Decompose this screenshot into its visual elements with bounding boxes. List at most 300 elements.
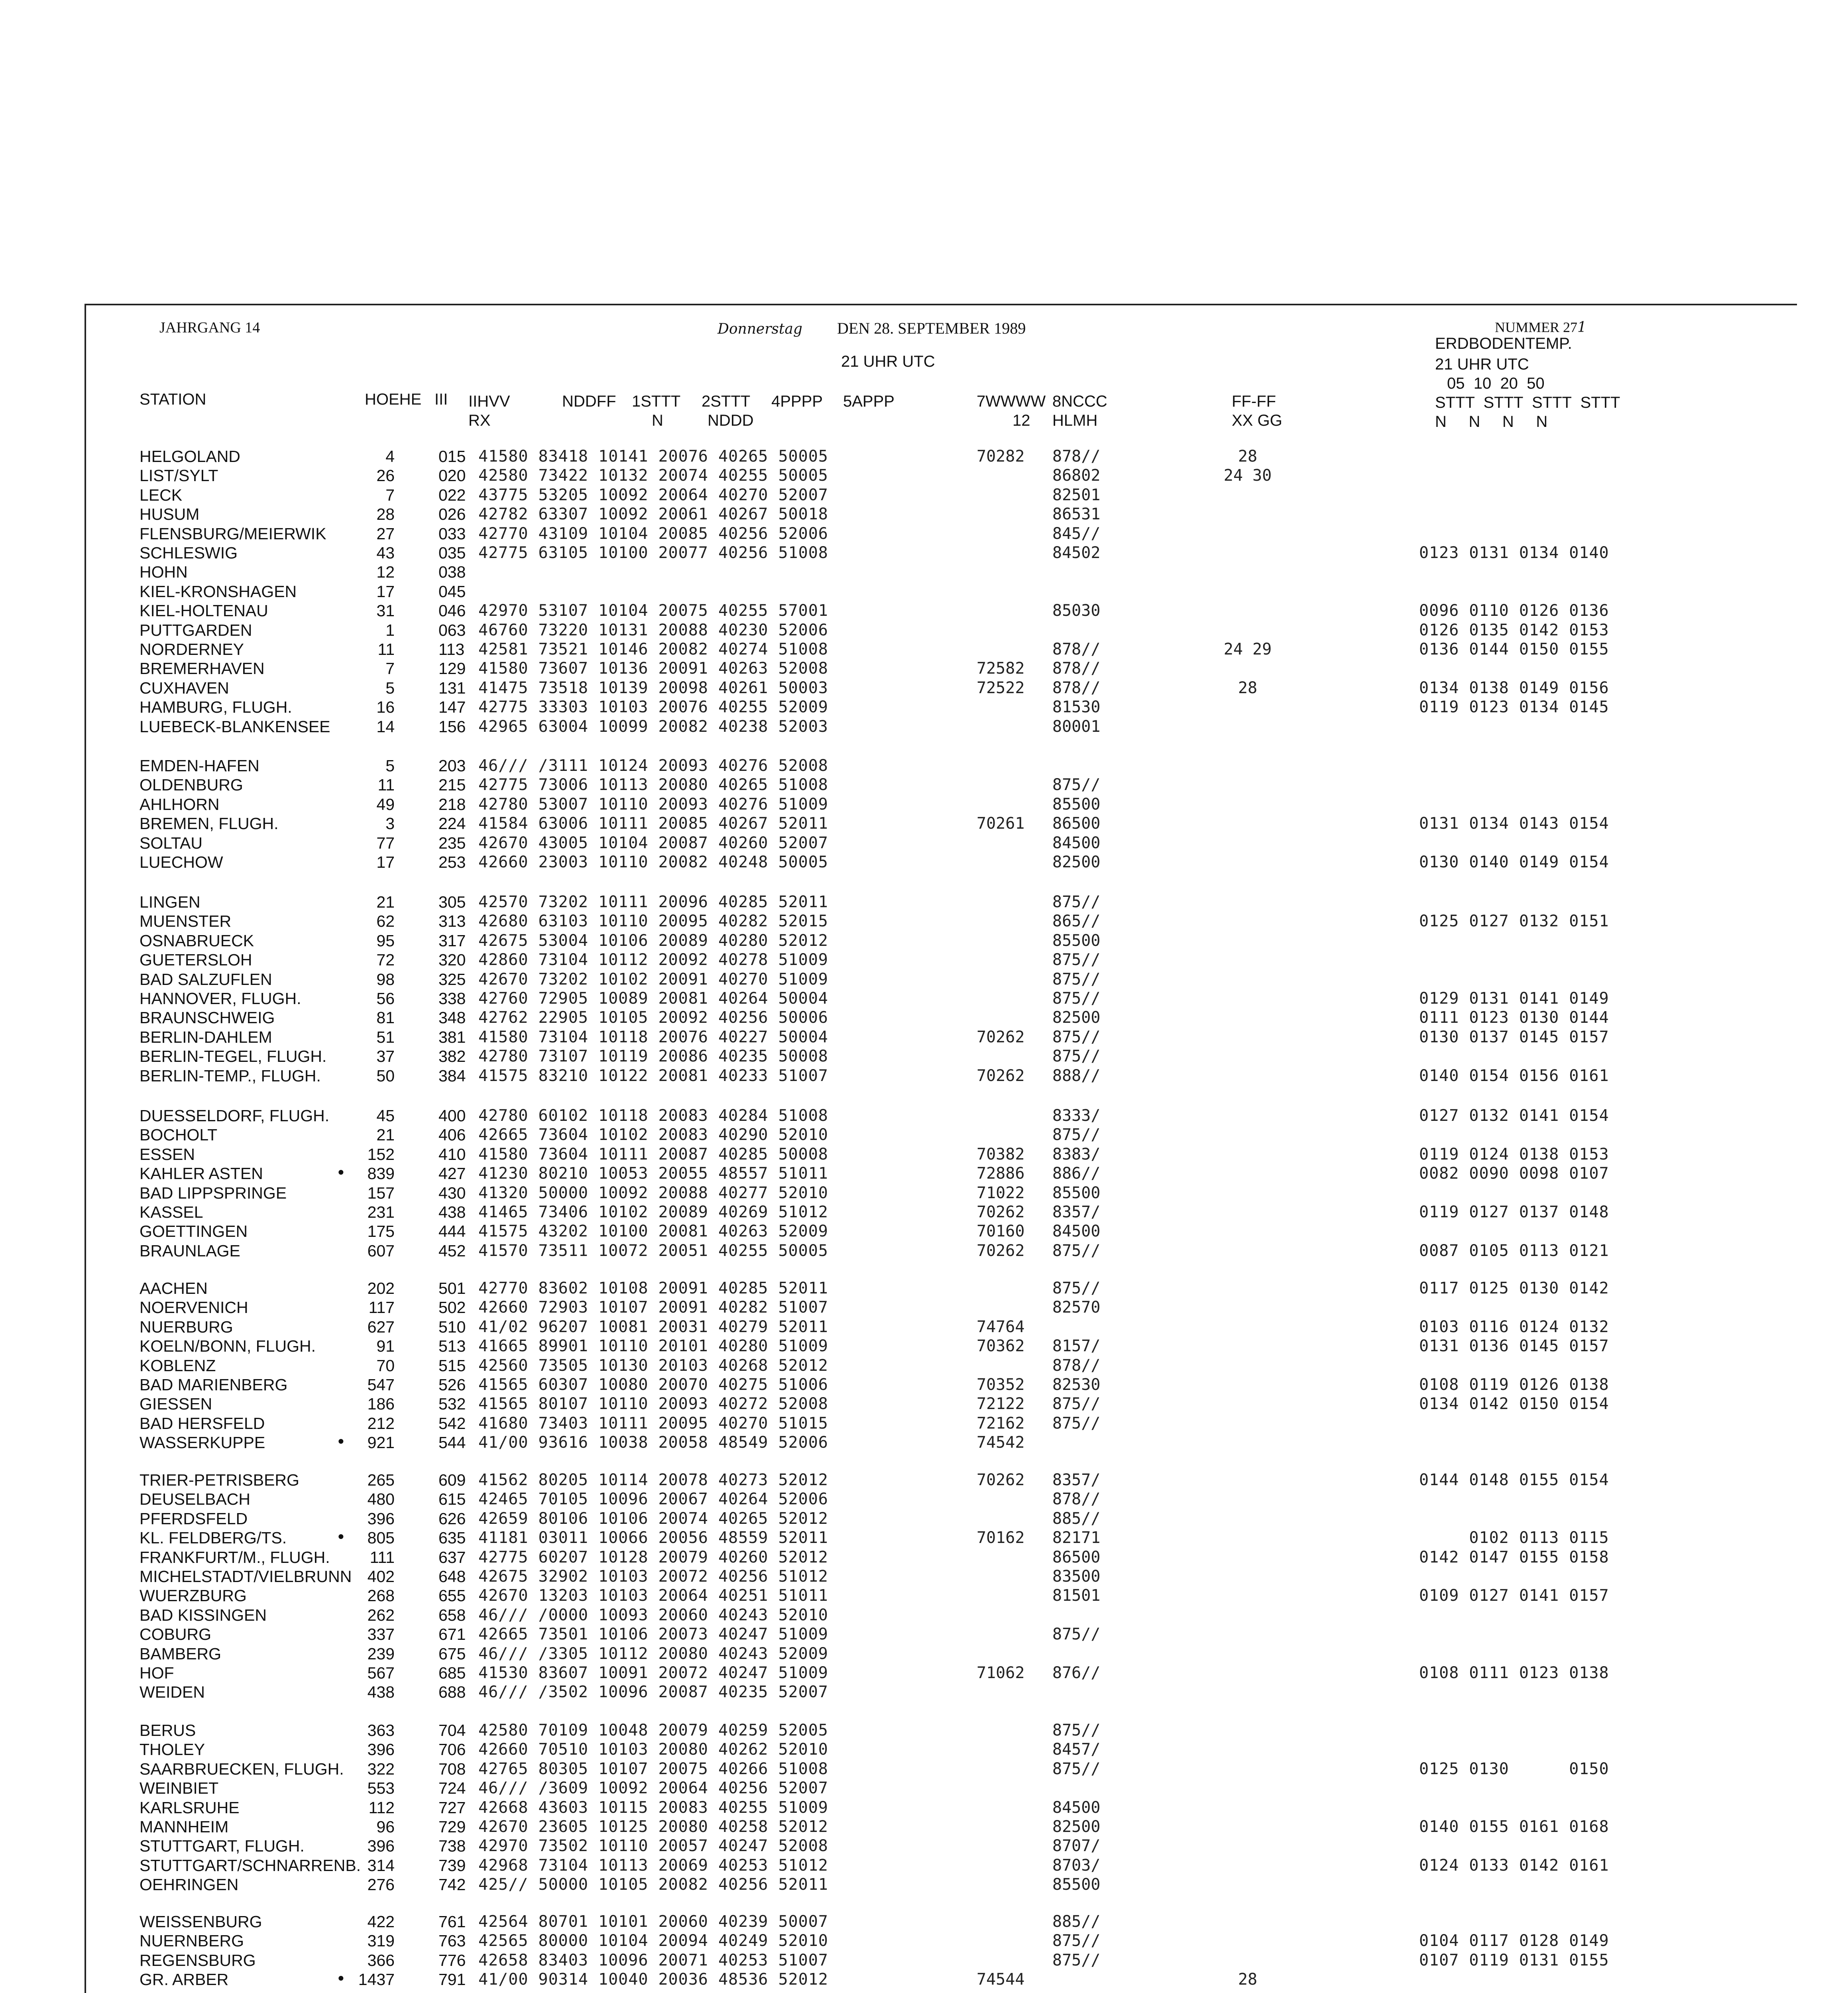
station-hoehe: 366	[367, 1951, 395, 1969]
synop-groups: 42675 53004 10106 20089 40280 52012	[478, 932, 828, 950]
station-hoehe: 91	[376, 1337, 395, 1355]
cloud-group: 875//	[1052, 1242, 1101, 1260]
synop-groups: 42970 53107 10104 20075 40255 57001	[478, 601, 828, 620]
jahrgang: JAHRGANG 14	[159, 319, 260, 336]
station-name: MUENSTER	[140, 912, 232, 930]
soil-temperatures: 0129 0131 0141 0149	[1419, 989, 1609, 1008]
station-number: 729	[438, 1818, 466, 1836]
cloud-group: 81501	[1052, 1586, 1101, 1605]
station-number: 727	[438, 1798, 466, 1817]
station-number: 253	[438, 853, 466, 871]
station-name: BRAUNSCHWEIG	[140, 1008, 275, 1027]
station-name: WEINBIET	[140, 1779, 219, 1797]
synop-groups: 42665 73604 10102 20083 40290 52010	[478, 1126, 828, 1144]
station-hoehe: 111	[370, 1548, 395, 1566]
station-hoehe: 152	[367, 1145, 395, 1164]
station-hoehe: 422	[367, 1912, 395, 1931]
station-number: 338	[438, 989, 466, 1008]
station-hoehe: 337	[367, 1625, 395, 1643]
synop-groups: 42762 22905 10105 20092 40256 50006	[478, 1008, 828, 1027]
cloud-group: 86531	[1052, 505, 1101, 523]
synop-groups: 42970 73502 10110 20057 40247 52008	[478, 1837, 828, 1855]
soil-temperatures: 0126 0135 0142 0153	[1419, 621, 1609, 639]
station-hoehe: 1	[385, 621, 395, 639]
station-name: BERLIN-TEGEL, FLUGH.	[140, 1047, 327, 1065]
station-hoehe: 202	[367, 1279, 395, 1297]
wind-group: 28	[1238, 447, 1258, 466]
station-hoehe: 212	[367, 1414, 395, 1433]
station-name: TRIER-PETRISBERG	[140, 1471, 299, 1489]
cloud-group: 85500	[1052, 795, 1101, 814]
weather-group: 70282	[977, 447, 1025, 466]
cloud-group: 82570	[1052, 1298, 1101, 1317]
soil-temperatures: 0142 0147 0155 0158	[1419, 1548, 1609, 1566]
station-hoehe: 95	[376, 932, 395, 950]
station-name: KARLSRUHE	[140, 1798, 240, 1817]
soil-temperatures: 0130 0140 0149 0154	[1419, 853, 1609, 871]
station-name: HANNOVER, FLUGH.	[140, 989, 301, 1008]
station-hoehe: 314	[367, 1856, 395, 1875]
synop-groups: 43775 53205 10092 20064 40270 52007	[478, 486, 828, 504]
station-name: OEHRINGEN	[140, 1875, 239, 1894]
station-number: 015	[438, 447, 466, 466]
station-number: 708	[438, 1760, 466, 1778]
station-number: 147	[438, 698, 466, 716]
synop-groups: 42668 43603 10115 20083 40255 51009	[478, 1798, 828, 1817]
station-number: 738	[438, 1837, 466, 1855]
station-hoehe: 7	[385, 486, 395, 504]
weather-group: 70262	[977, 1067, 1025, 1085]
weather-group: 74542	[977, 1433, 1025, 1452]
erdboden-n-header: N N N N	[1435, 413, 1548, 430]
soil-temperatures: 0107 0119 0131 0155	[1419, 1951, 1609, 1969]
station-number: 532	[438, 1395, 466, 1413]
station-hoehe: 81	[376, 1008, 395, 1027]
station-hoehe: 31	[376, 601, 395, 620]
station-hoehe: 5	[385, 757, 395, 775]
station-hoehe: 396	[367, 1837, 395, 1855]
station-number: 675	[438, 1645, 466, 1663]
station-hoehe: 319	[367, 1932, 395, 1950]
soil-temperatures: 0111 0123 0130 0144	[1419, 1008, 1609, 1027]
station-number: 671	[438, 1625, 466, 1643]
station-number: 129	[438, 659, 466, 678]
station-hoehe: 117	[368, 1298, 395, 1317]
cloud-group: 885//	[1052, 1509, 1101, 1528]
weather-group: 72122	[977, 1395, 1025, 1413]
cloud-group: 878//	[1052, 1490, 1101, 1508]
station-name: GIESSEN	[140, 1395, 212, 1413]
soil-temperatures: 0109 0127 0141 0157	[1419, 1586, 1609, 1605]
synop-groups: 46/// /3502 10096 20087 40235 52007	[478, 1683, 828, 1701]
soil-temperatures: 0087 0105 0113 0121	[1419, 1242, 1609, 1260]
col-rx: RX	[468, 412, 491, 429]
cloud-group: 875//	[1052, 893, 1101, 911]
synop-groups: 41230 80210 10053 20055 48557 51011	[478, 1164, 828, 1183]
soil-temperatures: 0144 0148 0155 0154	[1419, 1471, 1609, 1489]
station-hoehe: 49	[376, 795, 395, 814]
synop-groups: 41580 73607 10136 20091 40263 52008	[478, 659, 828, 678]
station-hoehe: 14	[376, 717, 395, 736]
cloud-group: 878//	[1052, 679, 1101, 697]
synop-groups: 41584 63006 10111 20085 40267 52011	[478, 814, 828, 833]
station-number: 648	[438, 1567, 466, 1586]
synop-groups: 46/// /0000 10093 20060 40243 52010	[478, 1606, 828, 1624]
synop-groups: 42860 73104 10112 20092 40278 51009	[478, 951, 828, 969]
station-name: KIEL-KRONSHAGEN	[140, 582, 297, 601]
synop-groups: 41562 80205 10114 20078 40273 52012	[478, 1471, 828, 1489]
station-name: NORDERNEY	[140, 640, 244, 658]
station-hoehe: 262	[367, 1606, 395, 1624]
soil-temperatures: 0134 0142 0150 0154	[1419, 1395, 1609, 1413]
soil-temperatures: 0130 0137 0145 0157	[1419, 1028, 1609, 1046]
station-hoehe: 21	[376, 1126, 395, 1144]
station-number: 156	[438, 717, 466, 736]
cloud-group: 878//	[1052, 447, 1101, 466]
cloud-group: 878//	[1052, 640, 1101, 658]
station-hoehe: 37	[376, 1047, 395, 1065]
station-name: HAMBURG, FLUGH.	[140, 698, 292, 716]
cloud-group: 86500	[1052, 814, 1101, 833]
station-number: 763	[438, 1932, 466, 1950]
cloud-group: 8703/	[1052, 1856, 1101, 1875]
station-hoehe: 28	[376, 505, 395, 523]
station-name: WEIDEN	[140, 1683, 205, 1701]
synop-groups: 42660 72903 10107 20091 40282 51007	[478, 1298, 828, 1317]
station-hoehe: 265	[367, 1471, 395, 1489]
erdboden-time: 21 UHR UTC	[1435, 356, 1529, 373]
station-name: OLDENBURG	[140, 776, 243, 794]
station-name: WEISSENBURG	[140, 1912, 262, 1931]
station-number: 203	[438, 757, 466, 775]
station-name: BAD SALZUFLEN	[140, 970, 272, 989]
synop-groups: 46/// /3305 10112 20080 40243 52009	[478, 1645, 828, 1663]
soil-temperatures: 0134 0138 0149 0156	[1419, 679, 1609, 697]
cloud-group: 82500	[1052, 1008, 1101, 1027]
cloud-group: 81530	[1052, 698, 1101, 716]
synop-groups: 41/02 96207 10081 20031 40279 52011	[478, 1318, 828, 1336]
station-name: LUEBECK-BLANKENSEE	[140, 717, 330, 736]
soil-temperatures: 0108 0111 0123 0138	[1419, 1664, 1609, 1682]
col-ff-sub: XX GG	[1232, 412, 1282, 429]
synop-groups: 41/00 93616 10038 20058 48549 52006	[478, 1433, 828, 1452]
station-name: KIEL-HOLTENAU	[140, 601, 268, 620]
station-name: WUERZBURG	[140, 1586, 247, 1605]
soil-temperatures: 0125 0127 0132 0151	[1419, 912, 1609, 930]
station-number: 381	[438, 1028, 466, 1046]
station-number: 761	[438, 1912, 466, 1931]
cloud-group: 84502	[1052, 544, 1101, 562]
station-hoehe: 547	[367, 1376, 395, 1394]
synop-groups: 41465 73406 10102 20089 40269 51012	[478, 1203, 828, 1221]
soil-temperatures: 0131 0136 0145 0157	[1419, 1337, 1609, 1355]
col-hoehe: HOEHE	[365, 391, 422, 408]
synop-groups: 41580 83418 10141 20076 40265 50005	[478, 447, 828, 466]
station-hoehe: 175	[367, 1222, 395, 1240]
station-name: NUERNBERG	[140, 1932, 244, 1950]
station-name: SCHLESWIG	[140, 544, 238, 562]
station-number: 776	[438, 1951, 466, 1969]
bergstation-marker: •	[338, 1527, 344, 1546]
station-name: WASSERKUPPE	[140, 1433, 265, 1452]
weather-group: 74764	[977, 1318, 1025, 1336]
station-hoehe: 4	[385, 447, 395, 466]
cloud-group: 8457/	[1052, 1740, 1101, 1759]
station-number: 706	[438, 1740, 466, 1759]
station-name: GR. ARBER	[140, 1970, 229, 1989]
weather-group: 72886	[977, 1164, 1025, 1183]
station-number: 515	[438, 1356, 466, 1375]
synop-groups: 42675 32902 10103 20072 40256 51012	[478, 1567, 828, 1586]
synop-groups: 42581 73521 10146 20082 40274 51008	[478, 640, 828, 658]
station-number: 615	[438, 1490, 466, 1508]
station-number: 022	[438, 486, 466, 504]
station-hoehe: 239	[367, 1645, 395, 1663]
synop-groups: 42782 63307 10092 20061 40267 50018	[478, 505, 828, 523]
station-name: PUTTGARDEN	[140, 621, 252, 639]
synop-groups: 41575 83210 10122 20081 40233 51007	[478, 1067, 828, 1085]
station-number: 542	[438, 1414, 466, 1433]
col-5appp: 5APPP	[843, 393, 895, 410]
cloud-group: 875//	[1052, 951, 1101, 969]
station-hoehe: 396	[367, 1509, 395, 1528]
station-hoehe: 839	[367, 1164, 395, 1183]
report-number: NUMMER 271	[1495, 319, 1587, 336]
col-ff: FF-FF	[1232, 393, 1276, 410]
station-name: REGENSBURG	[140, 1951, 256, 1969]
station-number: 026	[438, 505, 466, 523]
station-name: DEUSELBACH	[140, 1490, 250, 1508]
station-number: 501	[438, 1279, 466, 1297]
station-hoehe: 157	[367, 1184, 395, 1202]
soil-temperatures: 0125 0130 0150	[1419, 1760, 1609, 1778]
station-name: BERLIN-DAHLEM	[140, 1028, 272, 1046]
synop-groups: 42580 73422 10132 20074 40255 50005	[478, 466, 828, 485]
weather-group: 70262	[977, 1242, 1025, 1260]
station-hoehe: 96	[376, 1818, 395, 1836]
station-number: 444	[438, 1222, 466, 1240]
col-2sttt-sub: NDDD	[708, 412, 754, 429]
soil-temperatures: 0136 0144 0150 0155	[1419, 640, 1609, 658]
synop-groups: 41565 80107 10110 20093 40272 52008	[478, 1395, 828, 1413]
synop-groups: 41680 73403 10111 20095 40270 51015	[478, 1414, 828, 1433]
weather-group: 70262	[977, 1028, 1025, 1046]
cloud-group: 86802	[1052, 466, 1101, 485]
cloud-group: 82530	[1052, 1376, 1101, 1394]
weather-group: 70362	[977, 1337, 1025, 1355]
soil-temperatures: 0102 0113 0115	[1419, 1529, 1609, 1547]
station-hoehe: 56	[376, 989, 395, 1008]
station-name: BAD HERSFELD	[140, 1414, 265, 1433]
station-name: BAD KISSINGEN	[140, 1606, 267, 1624]
col-iihvv: IIHVV	[468, 393, 510, 410]
cloud-group: 865//	[1052, 912, 1101, 930]
station-hoehe: 70	[376, 1356, 395, 1375]
wind-group: 24 29	[1223, 640, 1272, 658]
col-station: STATION	[140, 391, 206, 408]
cloud-group: 875//	[1052, 1279, 1101, 1297]
cloud-group: 875//	[1052, 970, 1101, 989]
station-name: CUXHAVEN	[140, 679, 229, 697]
soil-temperatures: 0103 0116 0124 0132	[1419, 1318, 1609, 1336]
synop-groups: 42680 63103 10110 20095 40282 52015	[478, 912, 828, 930]
synop-groups: 42775 33303 10103 20076 40255 52009	[478, 698, 828, 716]
station-name: LECK	[140, 486, 183, 504]
erdboden-depths: 05 10 20 50	[1447, 375, 1545, 392]
cloud-group: 80001	[1052, 717, 1101, 736]
soil-temperatures: 0117 0125 0130 0142	[1419, 1279, 1609, 1297]
bergstation-marker: •	[338, 1432, 344, 1451]
synop-groups: 42965 63004 10099 20082 40238 52003	[478, 717, 828, 736]
synop-groups: 42670 73202 10102 20091 40270 51009	[478, 970, 828, 989]
col-8nccc-sub: HLMH	[1052, 412, 1098, 429]
station-number: 655	[438, 1586, 466, 1605]
station-hoehe: 363	[367, 1721, 395, 1739]
station-hoehe: 51	[376, 1028, 395, 1046]
weather-group: 70262	[977, 1203, 1025, 1221]
station-name: COBURG	[140, 1625, 211, 1643]
weather-group: 70160	[977, 1222, 1025, 1240]
weather-group: 70261	[977, 814, 1025, 833]
station-hoehe: 607	[367, 1242, 395, 1260]
station-name: NUERBURG	[140, 1318, 233, 1336]
station-hoehe: 16	[376, 698, 395, 716]
cloud-group: 84500	[1052, 1222, 1101, 1240]
cloud-group: 8383/	[1052, 1145, 1101, 1164]
station-hoehe: 26	[376, 466, 395, 485]
station-hoehe: 50	[376, 1067, 395, 1085]
cloud-group: 8157/	[1052, 1337, 1101, 1355]
station-number: 658	[438, 1606, 466, 1624]
cloud-group: 8333/	[1052, 1107, 1101, 1125]
station-number: 131	[438, 679, 466, 697]
station-name: GOETTINGEN	[140, 1222, 248, 1240]
station-name: BERLIN-TEMP., FLUGH.	[140, 1067, 321, 1085]
soil-temperatures: 0119 0127 0137 0148	[1419, 1203, 1609, 1221]
station-name: BOCHOLT	[140, 1126, 218, 1144]
station-hoehe: 17	[376, 853, 395, 871]
station-number: 438	[438, 1203, 466, 1221]
soil-temperatures: 0119 0124 0138 0153	[1419, 1145, 1609, 1164]
station-name: DUESSELDORF, FLUGH.	[140, 1107, 330, 1125]
weather-group: 70352	[977, 1376, 1025, 1394]
synop-groups: 42565 80000 10104 20094 40249 52010	[478, 1932, 828, 1950]
soil-temperatures: 0104 0117 0128 0149	[1419, 1932, 1609, 1950]
observation-time: 21 UHR UTC	[841, 353, 935, 370]
wind-group: 28	[1238, 1970, 1258, 1989]
synop-groups: 42665 73501 10106 20073 40247 51009	[478, 1625, 828, 1643]
weather-group: 70162	[977, 1529, 1025, 1547]
station-name: BREMERHAVEN	[140, 659, 265, 678]
station-name: ESSEN	[140, 1145, 195, 1164]
synop-groups: 42560 73505 10130 20103 40268 52012	[478, 1356, 828, 1375]
cloud-group: 82500	[1052, 853, 1101, 871]
station-name: OSNABRUECK	[140, 932, 254, 950]
station-hoehe: 62	[376, 912, 395, 930]
station-hoehe: 438	[367, 1683, 395, 1701]
station-number: 513	[438, 1337, 466, 1355]
station-hoehe: 21	[376, 893, 395, 911]
synop-groups: 41320 50000 10092 20088 40277 52010	[478, 1184, 828, 1202]
station-number: 382	[438, 1047, 466, 1065]
station-number: 033	[438, 525, 466, 543]
station-hoehe: 11	[377, 776, 395, 794]
station-hoehe: 45	[376, 1107, 395, 1125]
soil-temperatures: 0082 0090 0098 0107	[1419, 1164, 1609, 1183]
station-name: HOHN	[140, 563, 188, 581]
station-number: 724	[438, 1779, 466, 1797]
station-number: 400	[438, 1107, 466, 1125]
day-handwritten: Donnerstag	[718, 321, 802, 337]
station-name: GUETERSLOH	[140, 951, 252, 969]
station-number: 626	[438, 1509, 466, 1528]
cloud-group: 85500	[1052, 1875, 1101, 1894]
col-1sttt-sub: N	[652, 412, 663, 429]
station-name: BAMBERG	[140, 1645, 222, 1663]
col-nddff: NDDFF	[562, 393, 616, 410]
station-name: BAD MARIENBERG	[140, 1376, 288, 1394]
synop-groups: 41475 73518 10139 20098 40261 50003	[478, 679, 828, 697]
station-name: LINGEN	[140, 893, 201, 911]
synop-groups: 42465 70105 10096 20067 40264 52006	[478, 1490, 828, 1508]
station-number: 020	[438, 466, 466, 485]
col-4pppp: 4PPPP	[771, 393, 823, 410]
cloud-group: 83500	[1052, 1567, 1101, 1586]
station-name: SOLTAU	[140, 834, 202, 852]
station-number: 742	[438, 1875, 466, 1894]
synop-groups: 42670 13203 10103 20064 40251 51011	[478, 1586, 828, 1605]
station-number: 410	[438, 1145, 466, 1164]
synop-groups: 41580 73104 10118 20076 40227 50004	[478, 1028, 828, 1046]
synop-groups: 41181 03011 10066 20056 48559 52011	[478, 1529, 828, 1547]
soil-temperatures: 0123 0131 0134 0140	[1419, 544, 1609, 562]
station-number: 038	[438, 563, 466, 581]
station-number: 384	[438, 1067, 466, 1085]
cloud-group: 82500	[1052, 1818, 1101, 1836]
cloud-group: 85500	[1052, 1184, 1101, 1202]
cloud-group: 875//	[1052, 1028, 1101, 1046]
synop-groups: 42770 83602 10108 20091 40285 52011	[478, 1279, 828, 1297]
synop-groups: 46760 73220 10131 20088 40230 52006	[478, 621, 828, 639]
soil-temperatures: 0096 0110 0126 0136	[1419, 601, 1609, 620]
synop-groups: 41665 89901 10110 20101 40280 51009	[478, 1337, 828, 1355]
synop-groups: 42660 23003 10110 20082 40248 50005	[478, 853, 828, 871]
cloud-group: 82171	[1052, 1529, 1101, 1547]
synop-groups: 42770 43109 10104 20085 40256 52006	[478, 525, 828, 543]
station-number: 063	[438, 621, 466, 639]
soil-temperatures: 0124 0133 0142 0161	[1419, 1856, 1609, 1875]
station-name: HELGOLAND	[140, 447, 240, 466]
station-number: 317	[438, 932, 466, 950]
station-name: AHLHORN	[140, 795, 220, 814]
station-hoehe: 3	[385, 814, 395, 833]
station-name: FLENSBURG/MEIERWIK	[140, 525, 326, 543]
wind-group: 28	[1238, 679, 1258, 697]
col-7wwww-sub: 12	[1012, 412, 1030, 429]
station-number: 224	[438, 814, 466, 833]
station-number: 305	[438, 893, 466, 911]
cloud-group: 8357/	[1052, 1471, 1101, 1489]
station-name: AACHEN	[140, 1279, 208, 1297]
station-number: 113	[438, 640, 465, 658]
station-hoehe: 98	[376, 970, 395, 989]
station-hoehe: 627	[367, 1318, 395, 1336]
cloud-group: 86500	[1052, 1548, 1101, 1566]
synop-groups: 42570 73202 10111 20096 40285 52011	[478, 893, 828, 911]
cloud-group: 8357/	[1052, 1203, 1101, 1221]
station-number: 544	[438, 1433, 466, 1452]
station-hoehe: 72	[376, 951, 395, 969]
